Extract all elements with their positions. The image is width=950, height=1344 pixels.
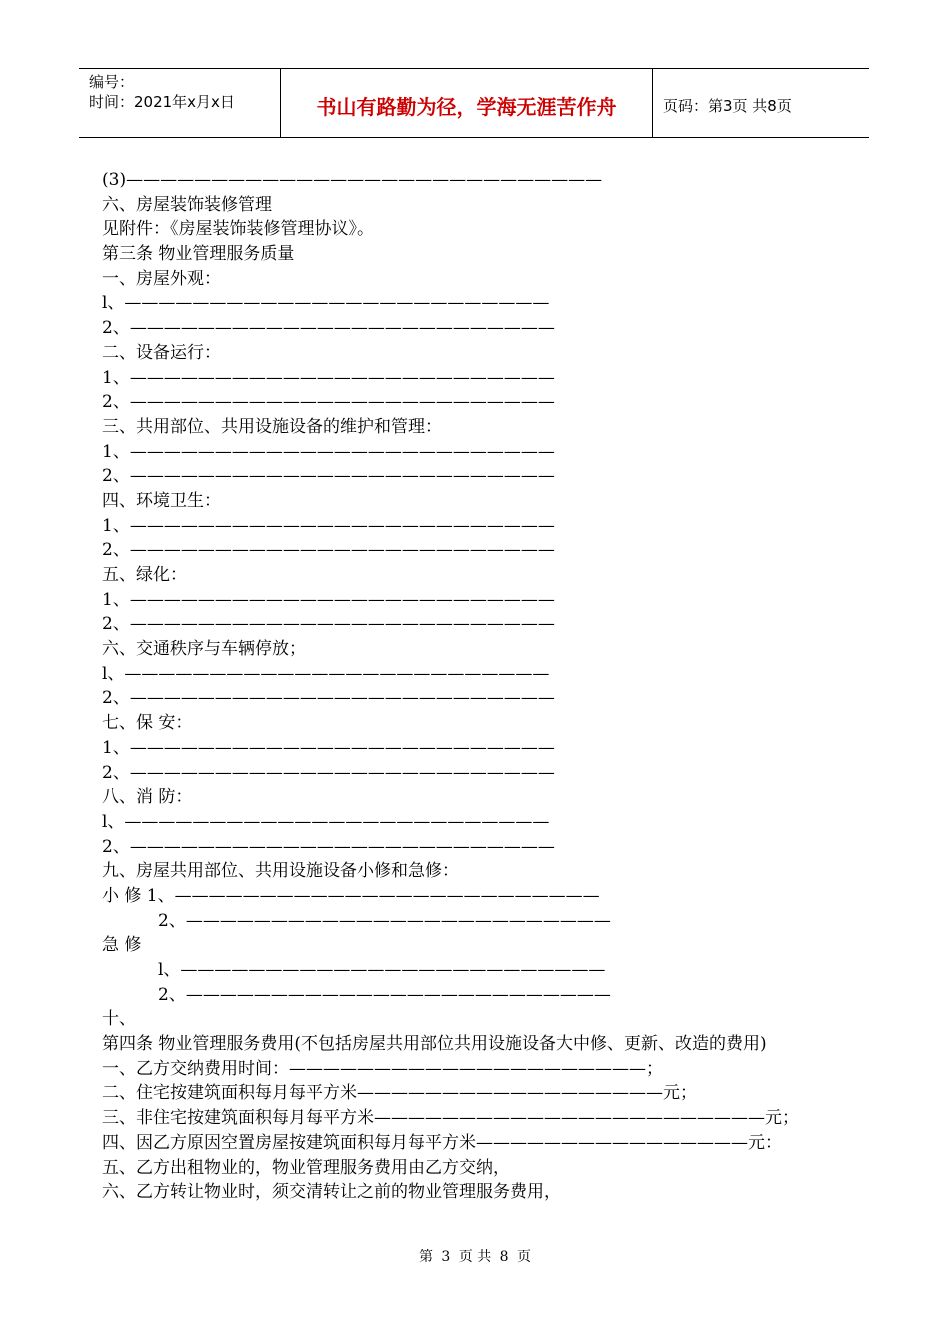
document-body [102,168,862,1205]
blank-item: 1、————————————————————————— [102,589,555,610]
blank-item: l、————————————————————————— [102,293,550,314]
text-line: 见附件：《房屋装饰装修管理协议》。 [102,219,374,240]
page-footer [0,1246,950,1266]
blank-item: 1、————————————————————————— [102,441,555,462]
section-heading: 五、绿化： [102,565,187,585]
document-date: 时间：2021年x月x日 [89,93,235,111]
blank-item: 1、————————————————————————— [102,367,555,388]
footer-prefix: 第 [418,1249,433,1265]
text-line: 四、因乙方原因空置房屋按建筑面积每月每平方米————————————————元： [102,1132,782,1153]
header-motto-cell [281,69,653,137]
blank-item: 2、————————————————————————— [102,318,555,339]
footer-page-total: 8 [499,1249,509,1265]
document-number-label: 编号： [89,73,135,91]
section-heading: 二、设备运行： [102,342,221,363]
blank-item: 2、————————————————————————— [102,466,555,487]
section-heading: 急 修 [102,935,142,956]
blank-item: 2、————————————————————————— [102,614,555,635]
blank-item: 2、————————————————————————— [102,540,555,561]
section-heading: 一、房屋外观： [102,268,221,289]
blank-item: 小 修 1、————————————————————————— [102,885,600,906]
header-page-info: 页码：第3页 共8页 [663,97,792,115]
section-heading: 四、环境卫生： [102,490,221,511]
section-heading: 十、 [102,1009,136,1030]
blank-item: 2、————————————————————————— [158,984,611,1005]
footer-mid: 页 共 [458,1249,492,1265]
article-heading: 第三条 物业管理服务质量 [102,244,295,265]
blank-item: l、————————————————————————— [102,663,550,684]
section-heading: 七、保 安： [102,713,193,734]
text-line: (3)———————————————————————————— [102,170,603,190]
document-header [79,68,869,138]
blank-item: l、————————————————————————— [158,960,606,980]
blank-item: 2、————————————————————————— [102,392,555,413]
text-line: 五、乙方出租物业的，物业管理服务费用由乙方交纳， [102,1157,510,1178]
section-heading: 九、房屋共用部位、共用设施设备小修和急修： [102,861,459,882]
header-motto: 书山有路勤为径，学海无涯苦作舟 [316,95,617,119]
blank-item: 2、————————————————————————— [102,688,555,709]
footer-page-number: 3 [441,1249,451,1265]
header-page-cell [653,69,869,137]
text-line: 一、乙方交纳费用时间：—————————————————————； [102,1058,663,1079]
text-line: 二、住宅按建筑面积每月每平方米——————————————————元； [102,1083,697,1104]
section-heading: 三、共用部位、共用设施设备的维护和管理： [102,416,442,437]
blank-item: 1、————————————————————————— [102,737,555,758]
section-heading: 六、房屋装饰装修管理 [102,194,272,215]
section-heading: 六、交通秩序与车辆停放； [102,639,306,660]
blank-item: 1、————————————————————————— [102,515,555,536]
text-line: 六、乙方转让物业时，须交清转让之前的物业管理服务费用， [102,1182,561,1203]
blank-item: l、————————————————————————— [102,811,550,832]
blank-item: 2、————————————————————————— [158,910,611,931]
blank-item: 2、————————————————————————— [102,762,555,783]
blank-item: 2、————————————————————————— [102,836,555,857]
text-line: 三、非住宅按建筑面积每月每平方米———————————————————————元； [102,1108,799,1129]
header-meta-cell [79,69,281,137]
footer-suffix: 页 [517,1249,532,1265]
article-heading: 第四条 物业管理服务费用(不包括房屋共用部位共用设施设备大中修、更新、改造的费用) [102,1034,767,1055]
section-heading: 八、消 防： [102,787,193,808]
